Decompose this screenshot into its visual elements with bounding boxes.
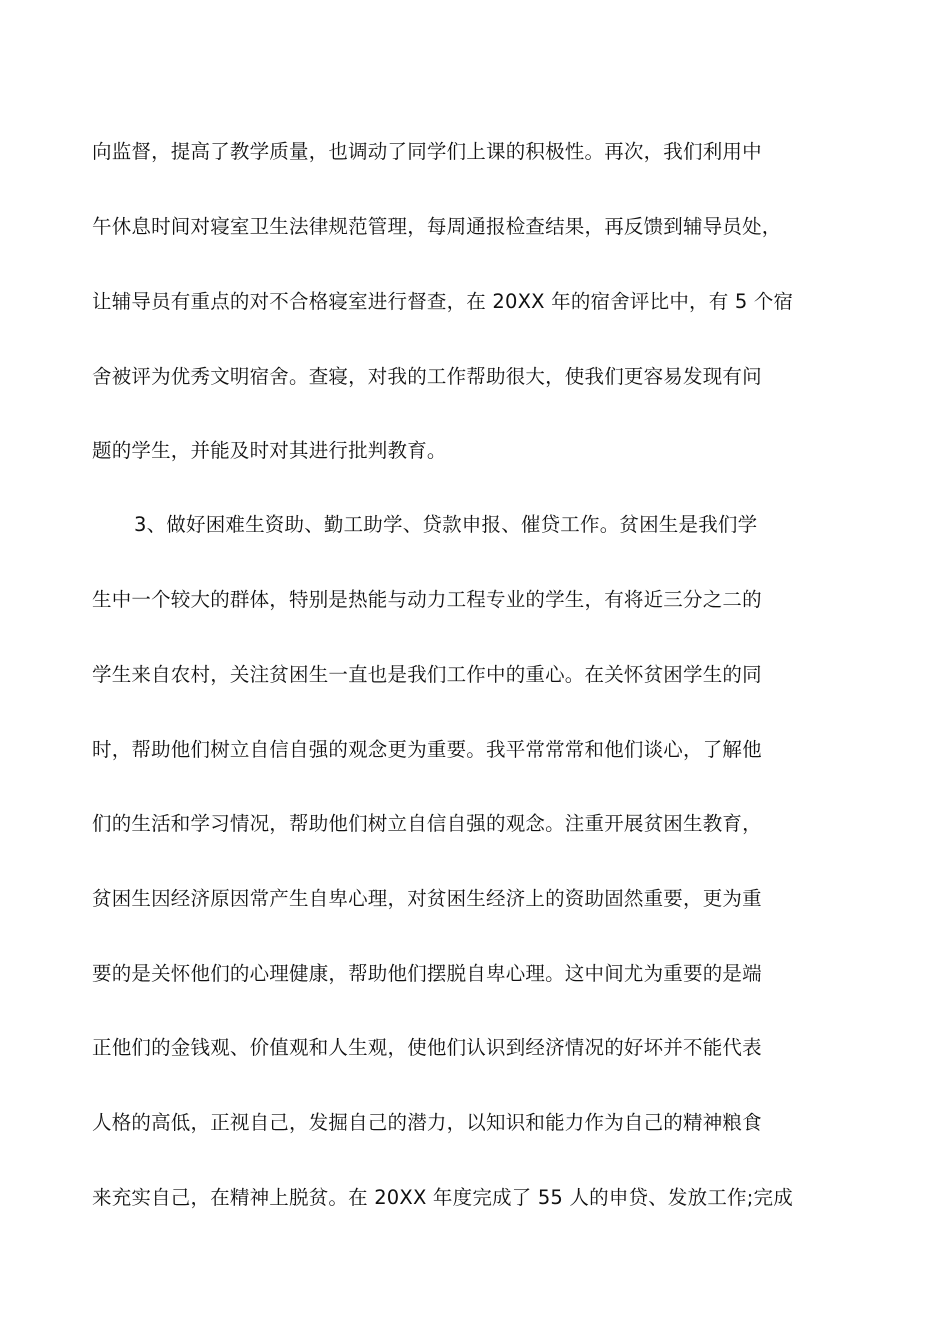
text-line: 时，帮助他们树立自信自强的观念更为重要。我平常常常和他们谈心，了解他 bbox=[92, 738, 762, 761]
text-line: 们的生活和学习情况，帮助他们树立自信自强的观念。注重开展贫困生教育， bbox=[92, 812, 762, 835]
text-line: 题的学生，并能及时对其进行批判教育。 bbox=[92, 439, 447, 462]
text-line: 生中一个较大的群体，特别是热能与动力工程专业的学生，有将近三分之二的 bbox=[92, 588, 762, 611]
paragraph-first-line: 3、做好困难生资助、勤工助学、贷款申报、催贷工作。贫困生是我们学 bbox=[134, 513, 758, 536]
text-line: 舍被评为优秀文明宿舍。查寝，对我的工作帮助很大，使我们更容易发现有问 bbox=[92, 365, 762, 388]
text-line: 要的是关怀他们的心理健康，帮助他们摆脱自卑心理。这中间尤为重要的是端 bbox=[92, 962, 762, 985]
text-line: 学生来自农村，关注贫困生一直也是我们工作中的重心。在关怀贫困学生的同 bbox=[92, 663, 762, 686]
text-line: 贫困生因经济原因常产生自卑心理，对贫困生经济上的资助固然重要，更为重 bbox=[92, 887, 762, 910]
text-line: 人格的高低，正视自己，发掘自己的潜力，以知识和能力作为自己的精神粮食 bbox=[92, 1111, 762, 1134]
text-line: 让辅导员有重点的对不合格寝室进行督查，在 20XX 年的宿舍评比中，有 5 个宿 bbox=[92, 290, 794, 313]
text-line: 午休息时间对寝室卫生法律规范管理，每周通报检查结果，再反馈到辅导员处， bbox=[92, 215, 782, 238]
text-line: 来充实自己，在精神上脱贫。在 20XX 年度完成了 55 人的申贷、发放工作;完成 bbox=[92, 1186, 793, 1209]
text-line: 正他们的金钱观、价值观和人生观，使他们认识到经济情况的好坏并不能代表 bbox=[92, 1036, 762, 1059]
text-line: 向监督，提高了教学质量，也调动了同学们上课的积极性。再次，我们利用中 bbox=[92, 140, 762, 163]
